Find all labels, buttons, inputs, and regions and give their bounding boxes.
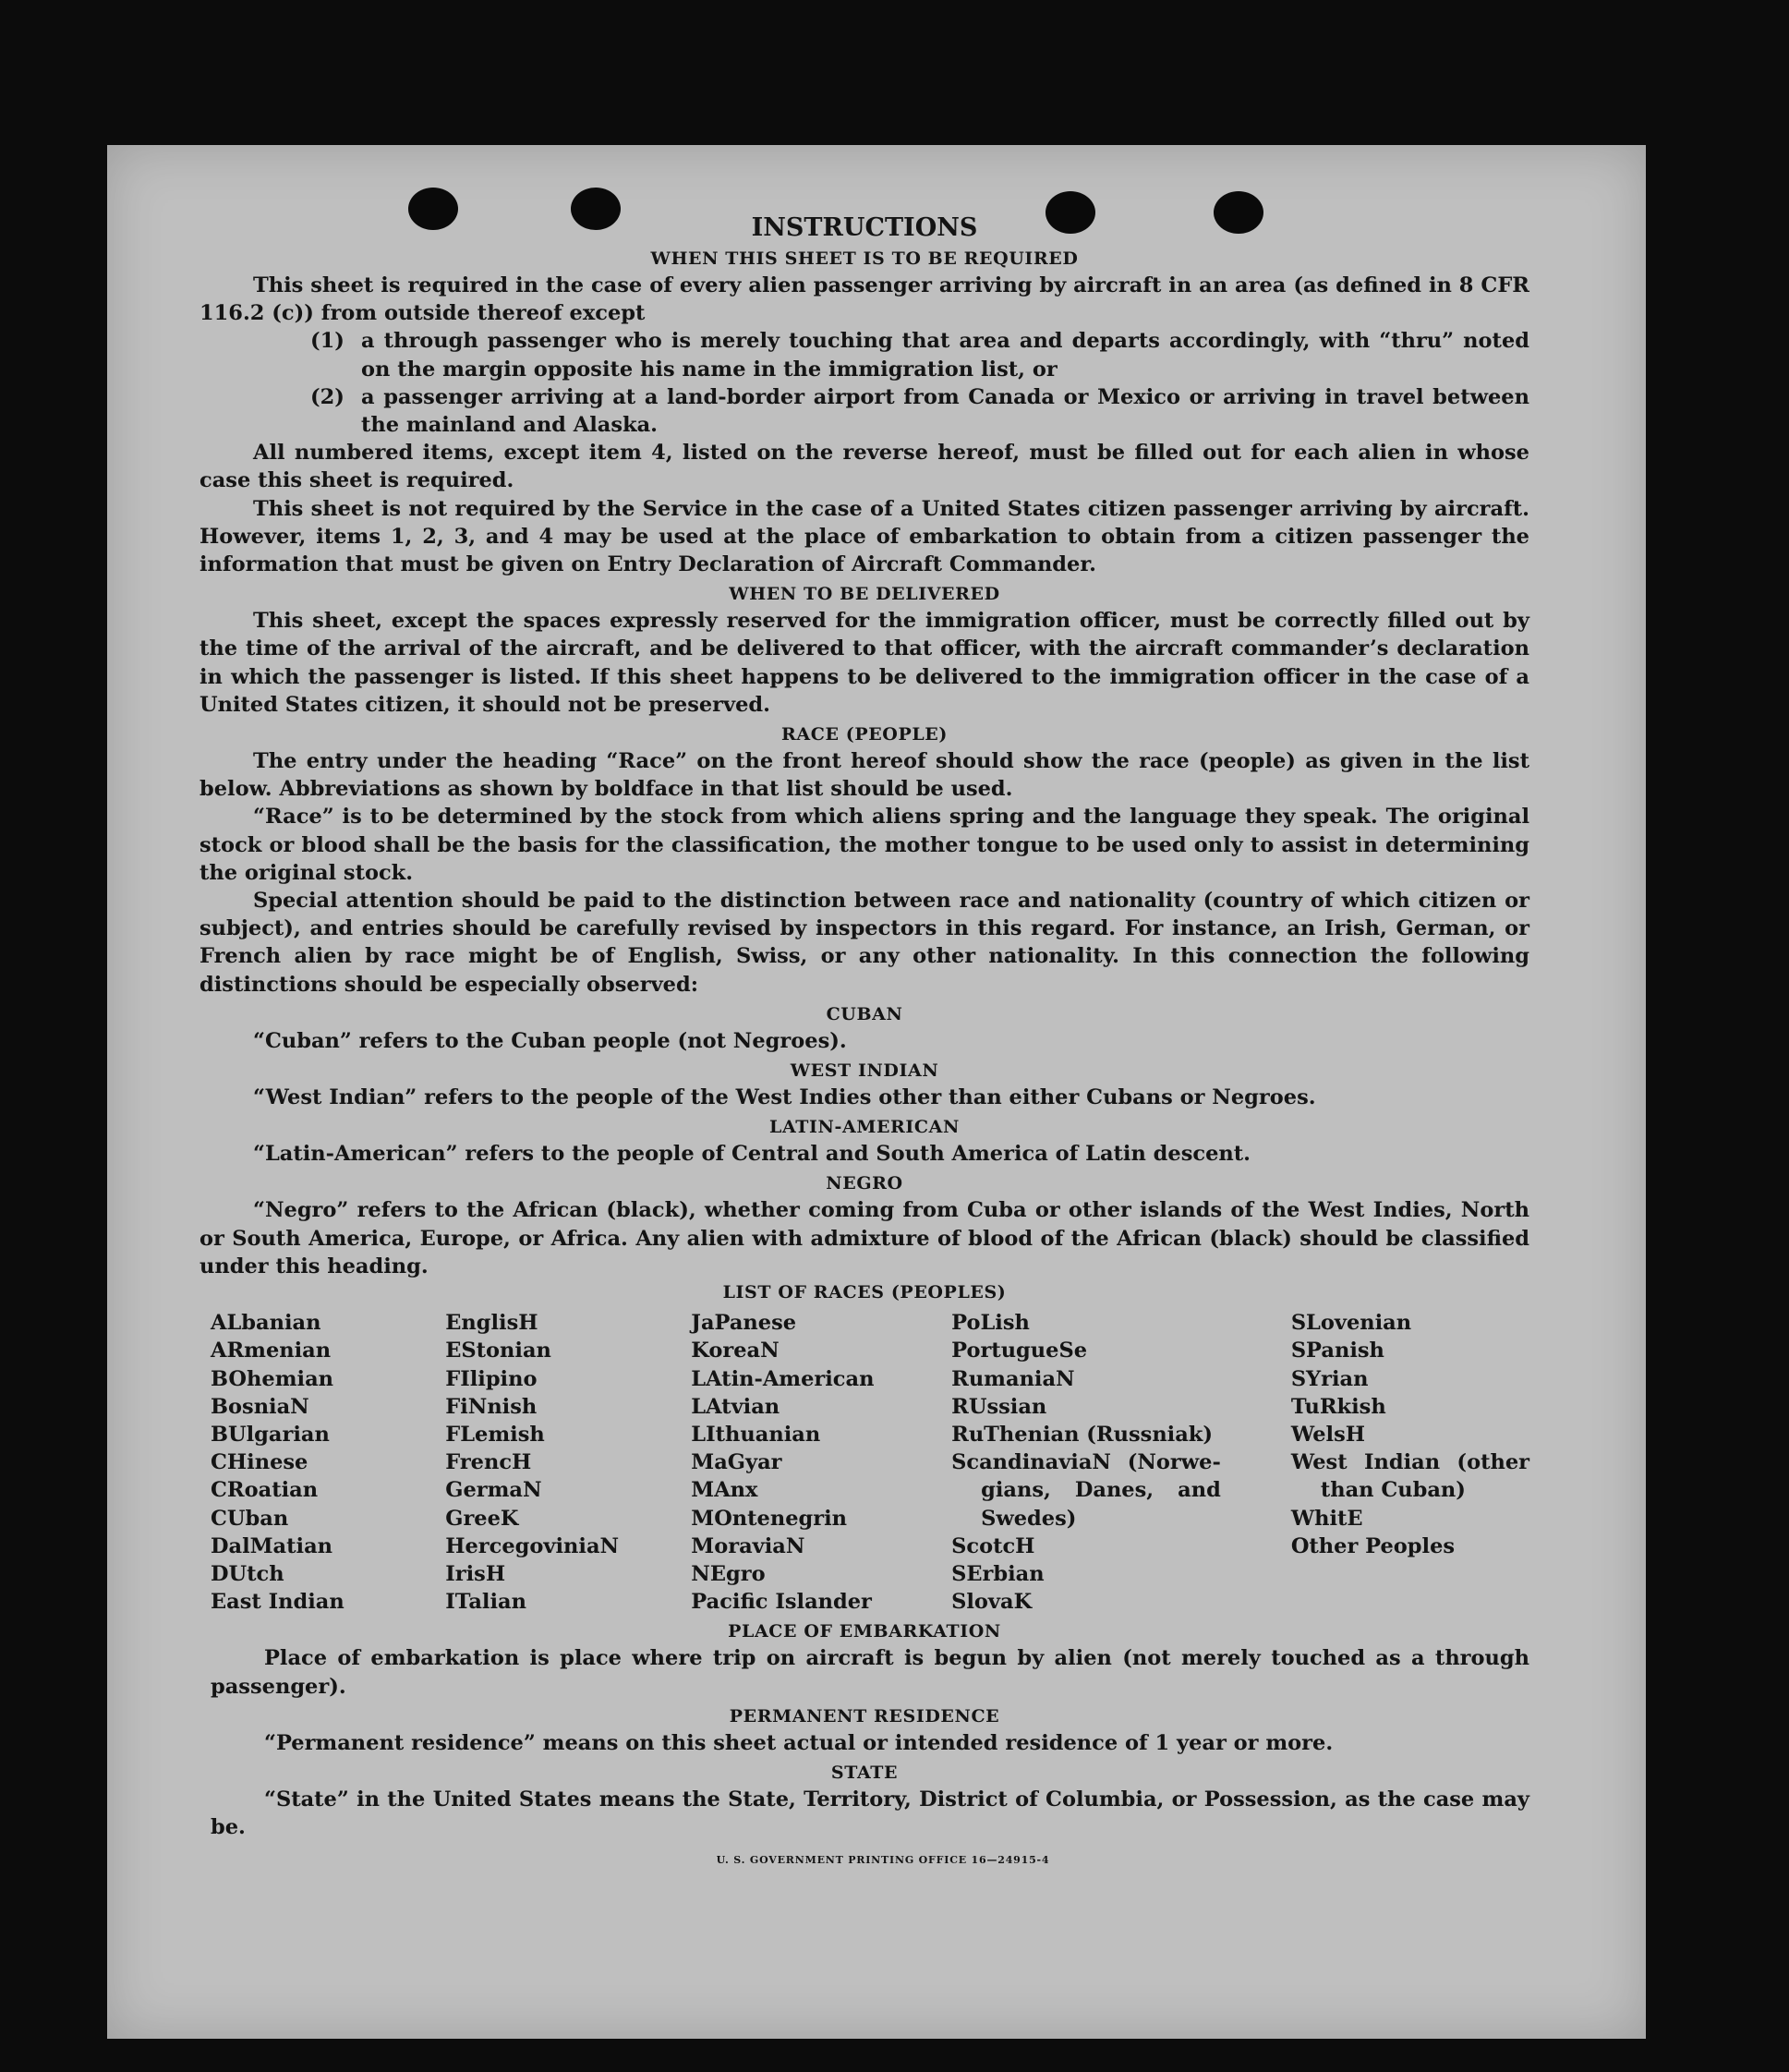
race-item: MAnx [691, 1478, 758, 1503]
race-item: WhitE [1290, 1506, 1363, 1531]
race-item: GreeK [445, 1506, 519, 1531]
race-item: ARmenian [211, 1339, 332, 1363]
page-title: INSTRUCTIONS [751, 213, 978, 242]
race-paragraph: “Race” is to be determined by the stock from which aliens spring and the language they speak. The original stock or blood shall be the basis for the classification, the mother tongue to be used only to assist in determining the original stock. [199, 805, 1529, 885]
exception-text: a through passenger who is merely touching that area and departs accordingly, with “thru” noted on the margin opposite his name in the immigration list, or [361, 329, 1529, 382]
exception-item [199, 327, 1529, 382]
race-item: SPanish [1290, 1339, 1384, 1363]
race-item: RuThenian (Russniak) [951, 1422, 1214, 1447]
races-list [199, 1309, 1529, 1616]
negro-text: “Negro” refers to the African (black), whether coming from Cuba or other islands of the West Indies, North or South America, Europe, or Africa. Any alien with admixture of blood of the African (black) should be classified under this heading. [199, 1198, 1529, 1278]
heading-when-delivered: WHEN TO BE DELIVERED [729, 584, 1000, 605]
race-item: GermaN [445, 1478, 542, 1503]
instructions-content [199, 210, 1529, 1875]
races-column-2 [445, 1309, 691, 1616]
race-item-west-indian-cont: than Cuban) [1320, 1478, 1466, 1503]
when-required-intro: This sheet is required in the case of every alien passenger arriving by aircraft in an area (as defined in 8 CFR 116.2 (c)) from outside thereof except [199, 273, 1529, 326]
race-item: CHinese [211, 1450, 308, 1475]
race-item: SYrian [1290, 1366, 1369, 1391]
races-column-4 [951, 1309, 1291, 1616]
race-item: DUtch [211, 1561, 284, 1586]
heading-west-indian: WEST INDIAN [790, 1060, 939, 1082]
race-paragraph: Special attention should be paid to the distinction between race and nationality (country of which citizen or subject), and entries should be carefully revised by inspectors in this regard. For instance, an Irish, German, or French alien by race might be of English, Swiss, or any other nationality. In this connection the following distinctions should be especially observed: [199, 889, 1529, 997]
when-delivered-text: This sheet, except the spaces expressly reserved for the immigration officer, must be correctly filled out by the time of the arrival of the aircraft, and be delivered to that officer, with the aircraft commander’s declaration in which the passenger is listed. If this sheet happens to be delivered to the immigration officer in the case of a United States citizen, it should not be preserved. [199, 609, 1529, 717]
race-item: EnglisH [445, 1311, 538, 1336]
race-item: IrisH [445, 1561, 506, 1586]
race-item: RUssian [951, 1394, 1047, 1419]
race-item: SLovenian [1290, 1311, 1412, 1336]
race-item-scandinavian-cont: gians, Danes, and [981, 1478, 1221, 1503]
residence-text: “Permanent residence” means on this sheet actual or intended residence of 1 year or more. [264, 1730, 1334, 1755]
heading-state: STATE [830, 1762, 899, 1783]
west-indian-text: “West Indian” refers to the people of the West Indies other than either Cubans or Negroes. [253, 1085, 1316, 1110]
state-text: “State” in the United States means the State, Territory, District of Columbia, or Possession, as the case may be. [211, 1787, 1529, 1840]
race-item: EStonian [445, 1339, 551, 1363]
race-item: ScotcH [951, 1533, 1035, 1558]
race-item: JaPanese [691, 1311, 797, 1336]
race-item: LIthuanian [691, 1422, 821, 1447]
race-item: Pacific Islander [691, 1590, 872, 1615]
exception-item [199, 383, 1529, 439]
race-item: FiNnish [445, 1394, 538, 1419]
race-item: FIlipino [445, 1366, 538, 1391]
race-item: WelsH [1290, 1422, 1366, 1447]
printing-office-footer: U. S. GOVERNMENT PRINTING OFFICE 16—24915-4 [716, 1854, 1050, 1867]
race-item: DalMatian [211, 1533, 333, 1558]
race-item: HercegoviniaN [445, 1533, 620, 1558]
race-item: PoLish [951, 1311, 1030, 1336]
race-item: FLemish [445, 1422, 545, 1447]
citizen-paragraph: This sheet is not required by the Service in the case of a United States citizen passenger arriving by aircraft. However, items 1, 2, 3, and 4 may be used at the place of embarkation to obtain from a citizen passenger the information that must be given on Entry Declaration of Aircraft Commander. [199, 496, 1529, 577]
embarkation-text: Place of embarkation is place where trip on aircraft is begun by alien (not merely touched as a through passenger). [211, 1646, 1529, 1699]
race-item: BosniaN [211, 1394, 309, 1419]
race-item: ALbanian [211, 1311, 321, 1336]
race-item-west-indian: West Indian (other [1290, 1450, 1529, 1475]
heading-race: RACE (PEOPLE) [781, 724, 948, 745]
latin-american-text: “Latin-American” refers to the people of Central and South America of Latin descent. [253, 1142, 1251, 1167]
race-item: SlovaK [951, 1590, 1033, 1615]
races-column-1 [199, 1309, 445, 1616]
document-sheet [107, 145, 1646, 2039]
race-item: BUlgarian [211, 1422, 330, 1447]
race-item: East Indian [211, 1590, 345, 1615]
race-item-scandinavian: ScandinaviaN (Norwe- [951, 1450, 1221, 1475]
heading-when-required: WHEN THIS SHEET IS TO BE REQUIRED [650, 248, 1079, 269]
race-item: LAtvian [691, 1394, 780, 1419]
heading-list-of-races: LIST OF RACES (PEOPLES) [722, 1282, 1007, 1303]
exception-number: (2) [310, 384, 345, 409]
race-item: MOntenegrin [691, 1506, 848, 1531]
race-paragraph: The entry under the heading “Race” on the front hereof should show the race (people) as given in the list below. Abbreviations as shown by boldface in that list should be used. [199, 749, 1529, 802]
heading-permanent-residence: PERMANENT RESIDENCE [729, 1705, 1000, 1727]
race-item: KoreaN [691, 1339, 780, 1363]
numbered-items-paragraph: All numbered items, except item 4, listed on the reverse hereof, must be filled out for each alien in whose case this sheet is required. [199, 441, 1529, 493]
race-item: FrencH [445, 1450, 532, 1475]
race-item: CUban [211, 1506, 289, 1531]
race-item: RumaniaN [951, 1366, 1075, 1391]
race-item: LAtin-American [691, 1366, 875, 1391]
race-item: ITalian [445, 1590, 526, 1615]
race-item-scandinavian-cont: Swedes) [981, 1506, 1077, 1531]
heading-latin-american: LATIN-AMERICAN [769, 1117, 960, 1138]
heading-embarkation: PLACE OF EMBARKATION [728, 1621, 1001, 1642]
race-item: BOhemian [211, 1366, 334, 1391]
race-item: MaGyar [691, 1450, 782, 1475]
races-column-3 [691, 1309, 951, 1616]
race-item: TuRkish [1290, 1394, 1386, 1419]
heading-negro: NEGRO [826, 1173, 903, 1194]
exception-number: (1) [310, 329, 345, 354]
cuban-text: “Cuban” refers to the Cuban people (not Negroes). [253, 1028, 847, 1053]
race-item: PortugueSe [951, 1339, 1088, 1363]
race-item: CRoatian [211, 1478, 319, 1503]
races-column-5 [1291, 1309, 1529, 1616]
heading-cuban: CUBAN [826, 1003, 903, 1024]
race-item: Other Peoples [1290, 1533, 1456, 1558]
race-item: MoraviaN [691, 1533, 805, 1558]
exception-text: a passenger arriving at a land-border airport from Canada or Mexico or arriving in travel between the mainland and Alaska. [361, 384, 1529, 438]
race-item: NEgro [691, 1561, 766, 1586]
race-item: SErbian [951, 1561, 1045, 1586]
